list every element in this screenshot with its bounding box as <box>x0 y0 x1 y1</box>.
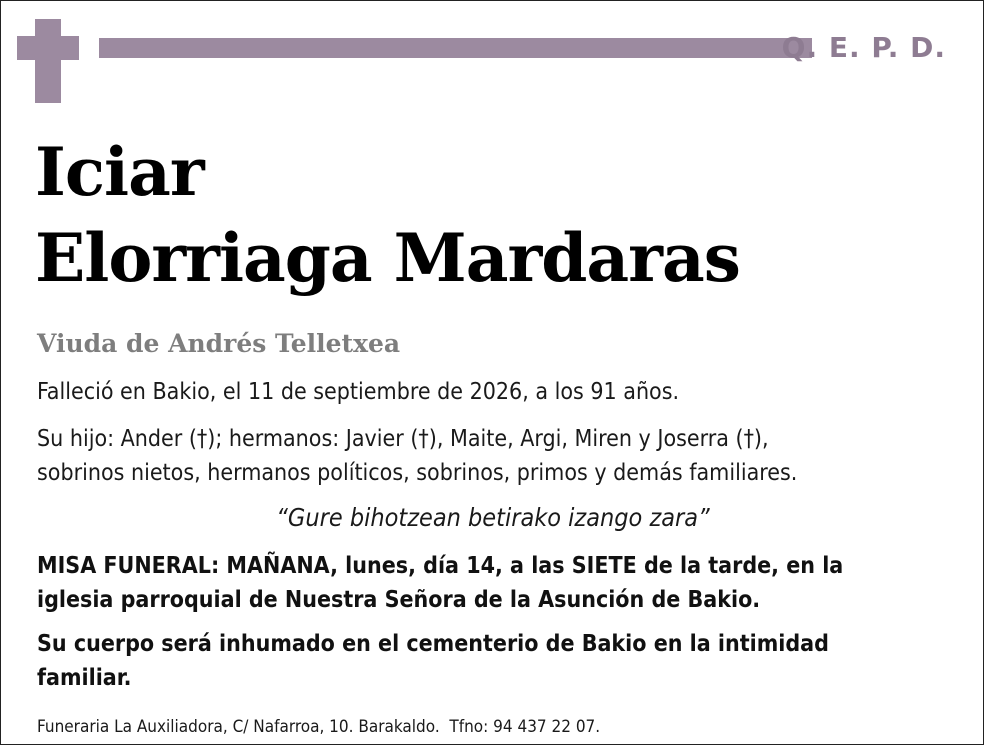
cross-icon <box>35 19 61 103</box>
qepd-label: Q. E. P. D. <box>781 31 946 64</box>
funeral-line: iglesia parroquial de Nuestra Señora de la Asunción de Bakio. <box>37 587 761 613</box>
burial-line: Su cuerpo será inhumado en el cementerio de Bakio en la intimidad <box>37 631 829 657</box>
funeral-mass-info <box>37 549 947 617</box>
burial-line: familiar. <box>37 665 132 691</box>
family-line: Su hijo: Ander (†); hermanos: Javier (†), Maite, Argi, Miren y Joserra (†), <box>37 426 769 452</box>
deceased-name <box>35 129 740 301</box>
header-rule <box>99 38 812 58</box>
first-name: Iciar <box>35 133 204 211</box>
death-notice <box>37 375 947 409</box>
cross-icon-bar <box>17 36 79 60</box>
surnames: Elorriaga Mardaras <box>35 219 740 297</box>
family-list <box>37 422 947 490</box>
widow-of: Viuda de Andrés Telletxea <box>37 329 401 358</box>
funeral-line: MISA FUNERAL: MAÑANA, lunes, día 14, a las SIETE de la tarde, en la <box>37 553 844 579</box>
memorial-quote: “Gure bihotzean betirako izango zara” <box>276 503 710 532</box>
burial-info <box>37 627 947 695</box>
death-notice-text: Falleció en Bakio, el 11 de septiembre de 2026, a los 91 años. <box>37 379 680 405</box>
funeral-home-contact: Funeraria La Auxiliadora, C/ Nafarroa, 10. Barakaldo. Tfno: 94 437 22 07. <box>37 717 601 737</box>
family-line: sobrinos nietos, hermanos políticos, sobrinos, primos y demás familiares. <box>37 460 798 486</box>
